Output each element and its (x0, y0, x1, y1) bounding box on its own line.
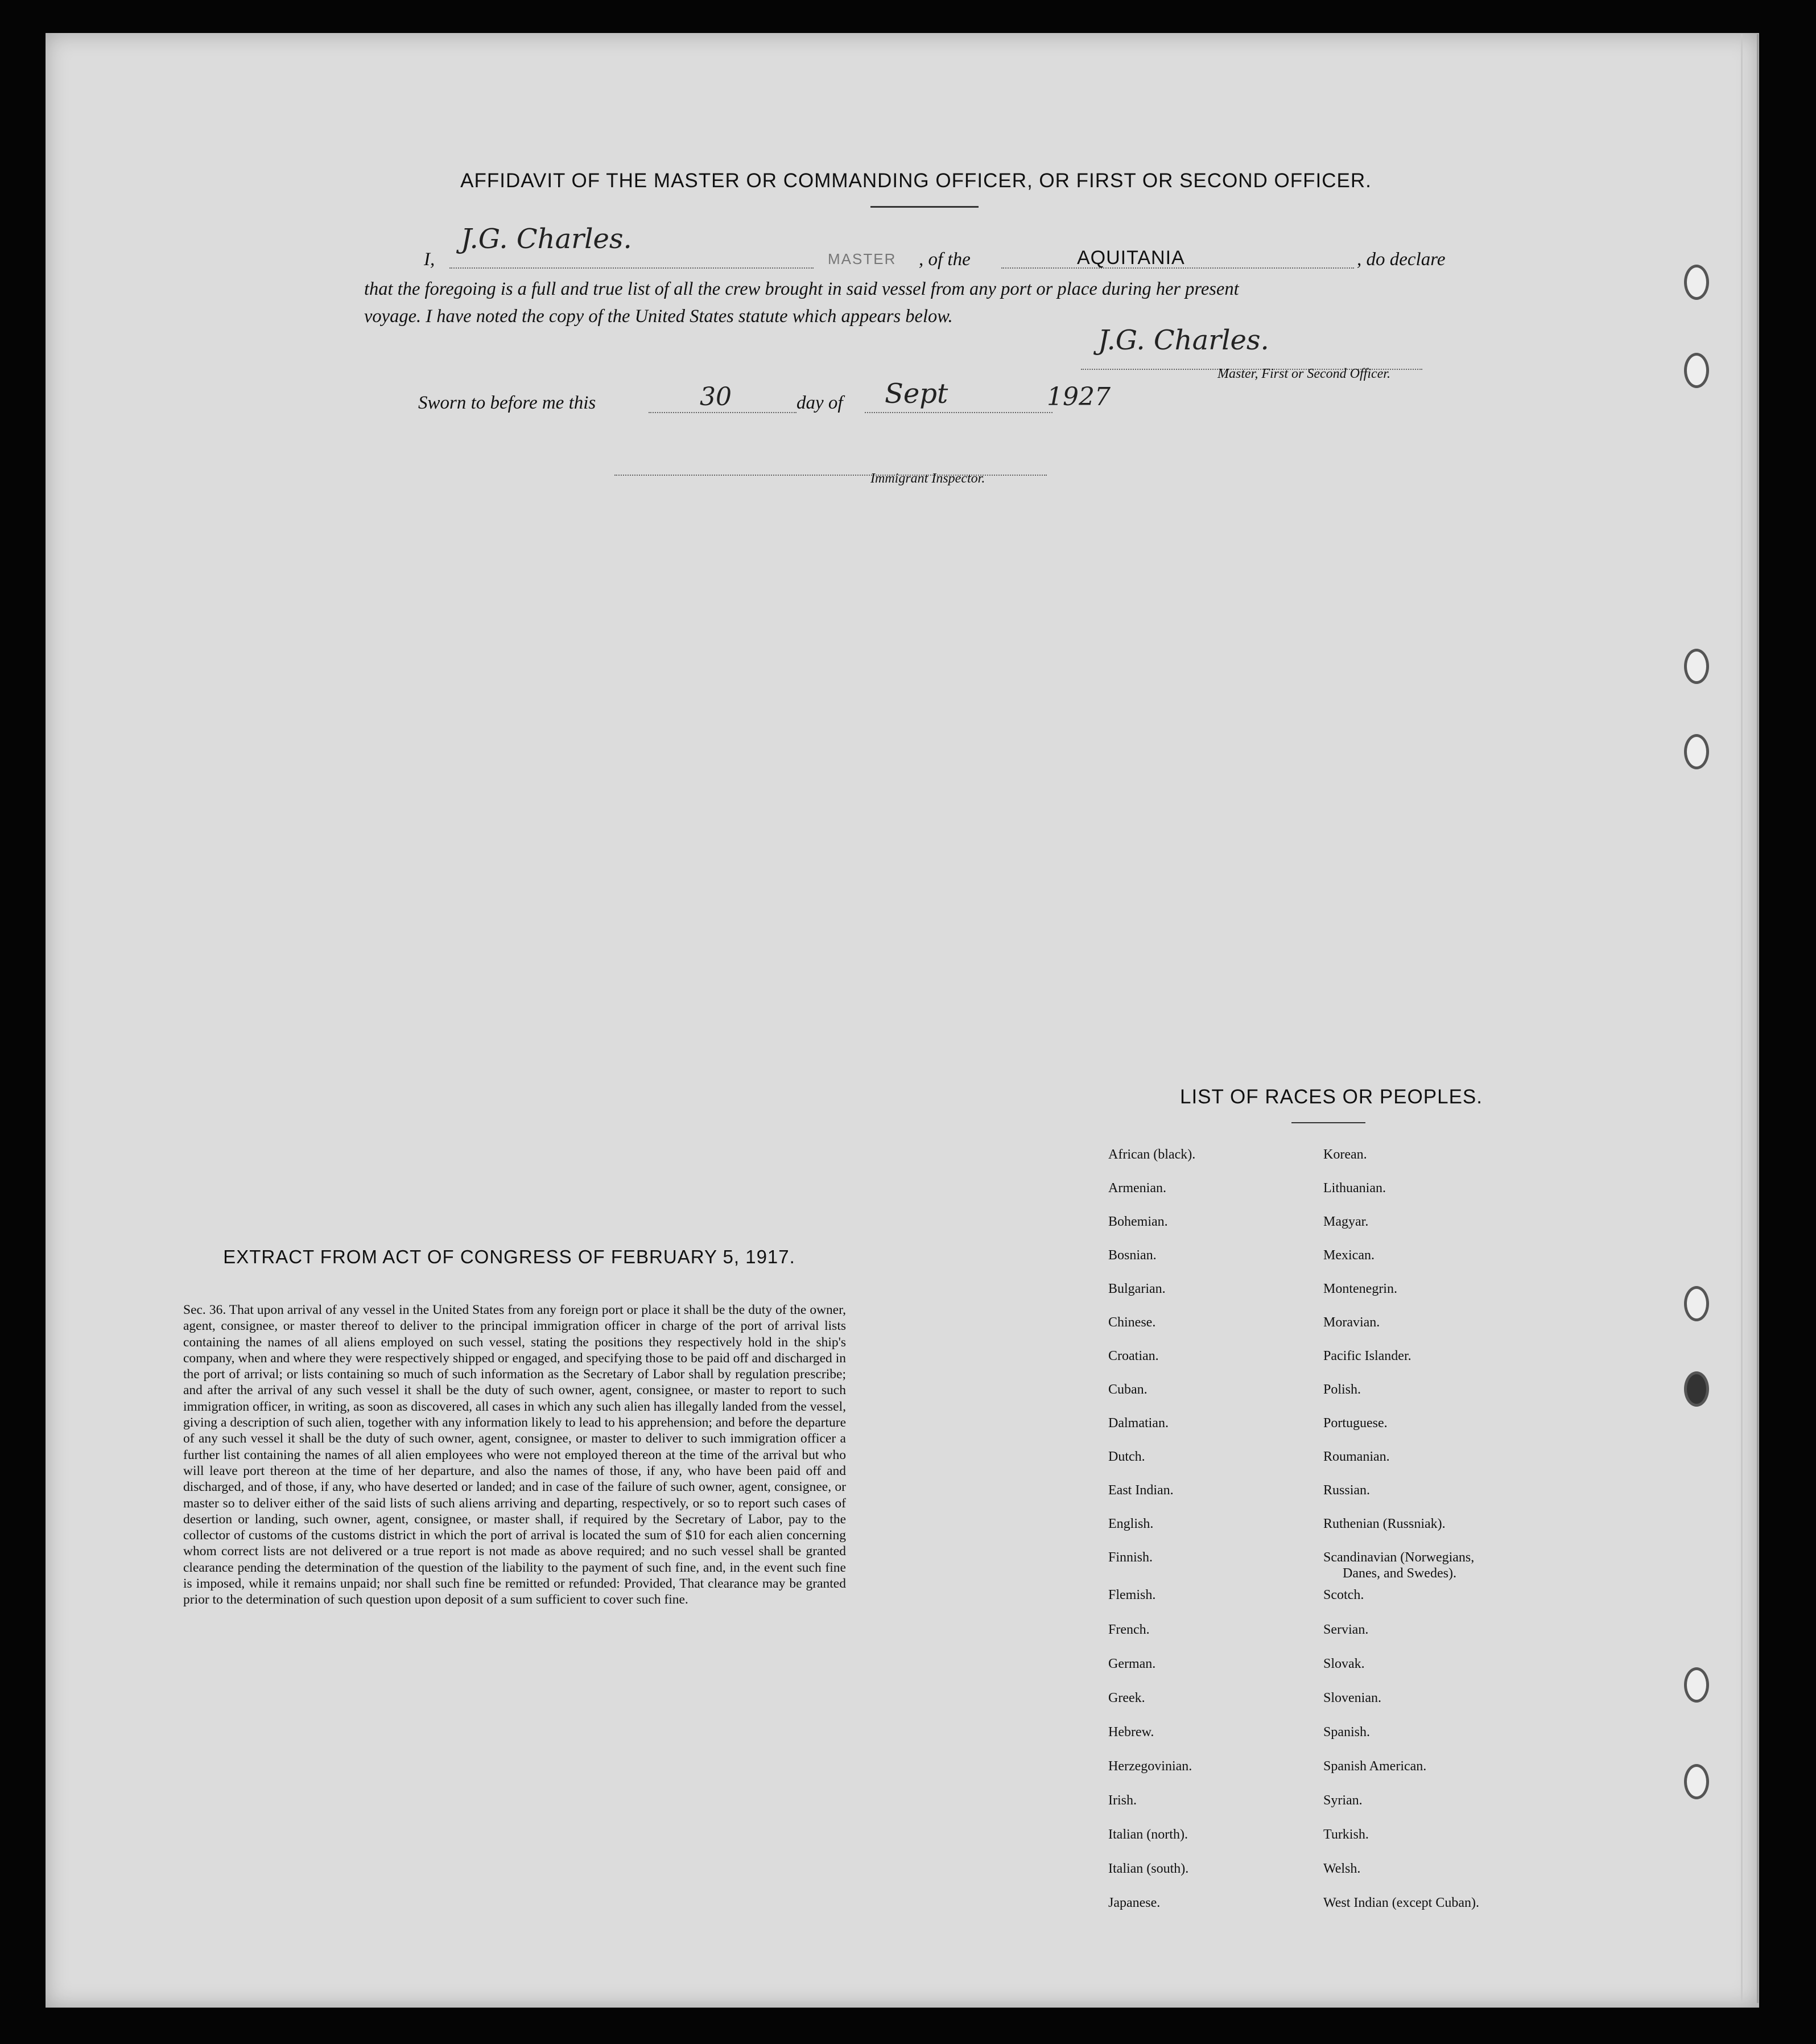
race-item: Syrian. (1323, 1793, 1363, 1808)
affidavit-body-line1: that the foregoing is a full and true list of all the crew brought in said vessel from any port or place during her present (364, 279, 1239, 299)
race-item: Welsh. (1323, 1861, 1361, 1876)
race-item: Scandinavian (Norwegians, (1323, 1550, 1475, 1565)
race-item: Armenian. (1108, 1181, 1166, 1196)
document-page (46, 33, 1759, 2008)
race-item: Bohemian. (1108, 1214, 1168, 1229)
affidavit-title: AFFIDAVIT OF THE MASTER OR COMMANDING OFFICER, OR FIRST OR SECOND OFFICER. (460, 170, 1372, 192)
master-signature: J.G. Charles. (1098, 324, 1269, 356)
race-item: Flemish. (1108, 1588, 1156, 1602)
punch-hole (1684, 1667, 1709, 1703)
month-fill-line (865, 412, 1053, 413)
race-item: Bulgarian. (1108, 1281, 1166, 1296)
declarant-signature: J.G. Charles. (461, 223, 632, 255)
race-item: Lithuanian. (1323, 1181, 1386, 1196)
page-edge-line (1757, 34, 1759, 2003)
race-item: Korean. (1323, 1147, 1367, 1162)
race-item: Mexican. (1323, 1248, 1375, 1263)
race-item: Japanese. (1108, 1895, 1161, 1910)
punch-hole (1684, 1764, 1709, 1799)
race-item: West Indian (except Cuban). (1323, 1895, 1479, 1910)
race-item: Chinese. (1108, 1315, 1156, 1330)
race-item: Scotch. (1323, 1588, 1364, 1602)
race-item: Finnish. (1108, 1550, 1153, 1565)
race-item: Montenegrin. (1323, 1281, 1397, 1296)
race-item: English. (1108, 1516, 1154, 1531)
race-item: Magyar. (1323, 1214, 1369, 1229)
races-title: LIST OF RACES OR PEOPLES. (1179, 1086, 1483, 1108)
race-item: Ruthenian (Russniak). (1323, 1516, 1446, 1531)
vessel-name: AQUITANIA (1077, 247, 1185, 269)
race-item: Bosnian. (1108, 1248, 1157, 1263)
race-item: Irish. (1108, 1793, 1137, 1808)
day-of-label: day of (796, 393, 843, 413)
punch-hole (1684, 1371, 1709, 1407)
races-title-rule (1291, 1122, 1365, 1123)
signer-title: Master, First or Second Officer. (1217, 366, 1390, 381)
punch-hole (1684, 649, 1709, 684)
race-item: Spanish American. (1323, 1759, 1427, 1774)
race-item: Slovenian. (1323, 1691, 1381, 1705)
race-item: African (black). (1108, 1147, 1196, 1162)
sworn-year: 1927 (1047, 382, 1111, 411)
do-declare-label: , do declare (1357, 249, 1446, 270)
punch-hole (1684, 265, 1709, 300)
name-fill-line (449, 267, 814, 269)
race-item: East Indian. (1108, 1483, 1174, 1498)
punch-hole (1684, 353, 1709, 388)
race-item: Dutch. (1108, 1449, 1145, 1464)
sworn-label: Sworn to before me this (418, 393, 596, 413)
race-item: Cuban. (1108, 1382, 1148, 1397)
inspector-label: Immigrant Inspector. (870, 471, 985, 486)
extract-title: EXTRACT FROM ACT OF CONGRESS OF FEBRUARY 5, 1917. (223, 1246, 795, 1267)
statute-text: Sec. 36. That upon arrival of any vessel in the United States from any foreign port or place it shall be the duty of the owner, agent, consignee, or master thereof to deliver to the principal immigration officer in charge of the port of arrival lists containing the names of all aliens employed on such vessel, stating the positions they respectively hold in the ship's company, when and where they were respectively shipped or engaged, and specifying those to be paid off and discharged in the port of arrival; or lists containing so much of such information as the Secretary of Labor shall by regulation prescribe; and after the arrival of any such vessel it shall be the duty of such owner, agent, consignee, or master to report to such immigration officer, in writing, as soon as discovered, all cases in which any such alien has illegally landed from the vessel, giving a description of such alien, together with any information likely to lead to his apprehension; and before the departure of any such vessel it shall be the duty of such owner, agent, consignee, or master to deliver to such immigration officer a further list containing the names of all alien employees who were not employed thereon at the time of the arrival but who will leave port thereon at the time of her departure, and also the names of those, if any, who have been paid off and discharged, and of those, if any, who have deserted or landed; and in case of the failure of such owner, agent, consignee, or master so to deliver either of the said lists of such aliens arriving and departing, respectively, or so to report such cases of desertion or landing, such owner, agent, consignee, or master shall, if required by the Secretary of Labor, pay to the collector of customs of the customs district in which the port of arrival is located the sum of $10 for each alien concerning whom correct lists are not delivered or a true report is not made as above required; and no such vessel shall be granted clearance pending the determination of the question of the liability to the payment of such fine, and, in the event such fine is imposed, while it remains unpaid; nor shall such fine be remitted or refunded: Provided, That clearance may be granted prior to the determination of such question upon deposit of a sum sufficient to cover such fine. (183, 1303, 846, 1608)
race-item: Herzegovinian. (1108, 1759, 1192, 1774)
race-item: Italian (south). (1108, 1861, 1189, 1876)
race-item: Russian. (1323, 1483, 1371, 1498)
day-fill-line (649, 412, 796, 413)
sworn-month: Sept (885, 378, 948, 410)
race-item: Dalmatian. (1108, 1416, 1169, 1431)
affidavit-body-line2: voyage. I have noted the copy of the United States statute which appears below. (364, 306, 953, 327)
title-rule (870, 206, 979, 208)
race-item: Moravian. (1323, 1315, 1380, 1330)
race-item: Spanish. (1323, 1725, 1371, 1740)
of-the-label: , of the (919, 249, 971, 270)
race-item: Pacific Islander. (1323, 1349, 1411, 1363)
page-edge-line (1741, 34, 1743, 2003)
sworn-day: 30 (700, 382, 732, 411)
race-item: Turkish. (1323, 1827, 1369, 1842)
race-item: French. (1108, 1622, 1150, 1637)
race-item: Croatian. (1108, 1349, 1159, 1363)
rank-stamp: MASTER (828, 250, 897, 267)
race-item: Polish. (1323, 1382, 1361, 1397)
punch-hole (1684, 734, 1709, 769)
race-item: German. (1108, 1656, 1156, 1671)
punch-hole (1684, 1286, 1709, 1321)
race-item: Danes, and Swedes). (1343, 1566, 1456, 1581)
race-item: Italian (north). (1108, 1827, 1188, 1842)
race-item: Servian. (1323, 1622, 1369, 1637)
race-item: Slovak. (1323, 1656, 1365, 1671)
race-item: Greek. (1108, 1691, 1145, 1705)
race-item: Hebrew. (1108, 1725, 1154, 1740)
race-item: Portuguese. (1323, 1416, 1388, 1431)
race-item: Roumanian. (1323, 1449, 1390, 1464)
declarant-prefix: I, (424, 249, 435, 270)
